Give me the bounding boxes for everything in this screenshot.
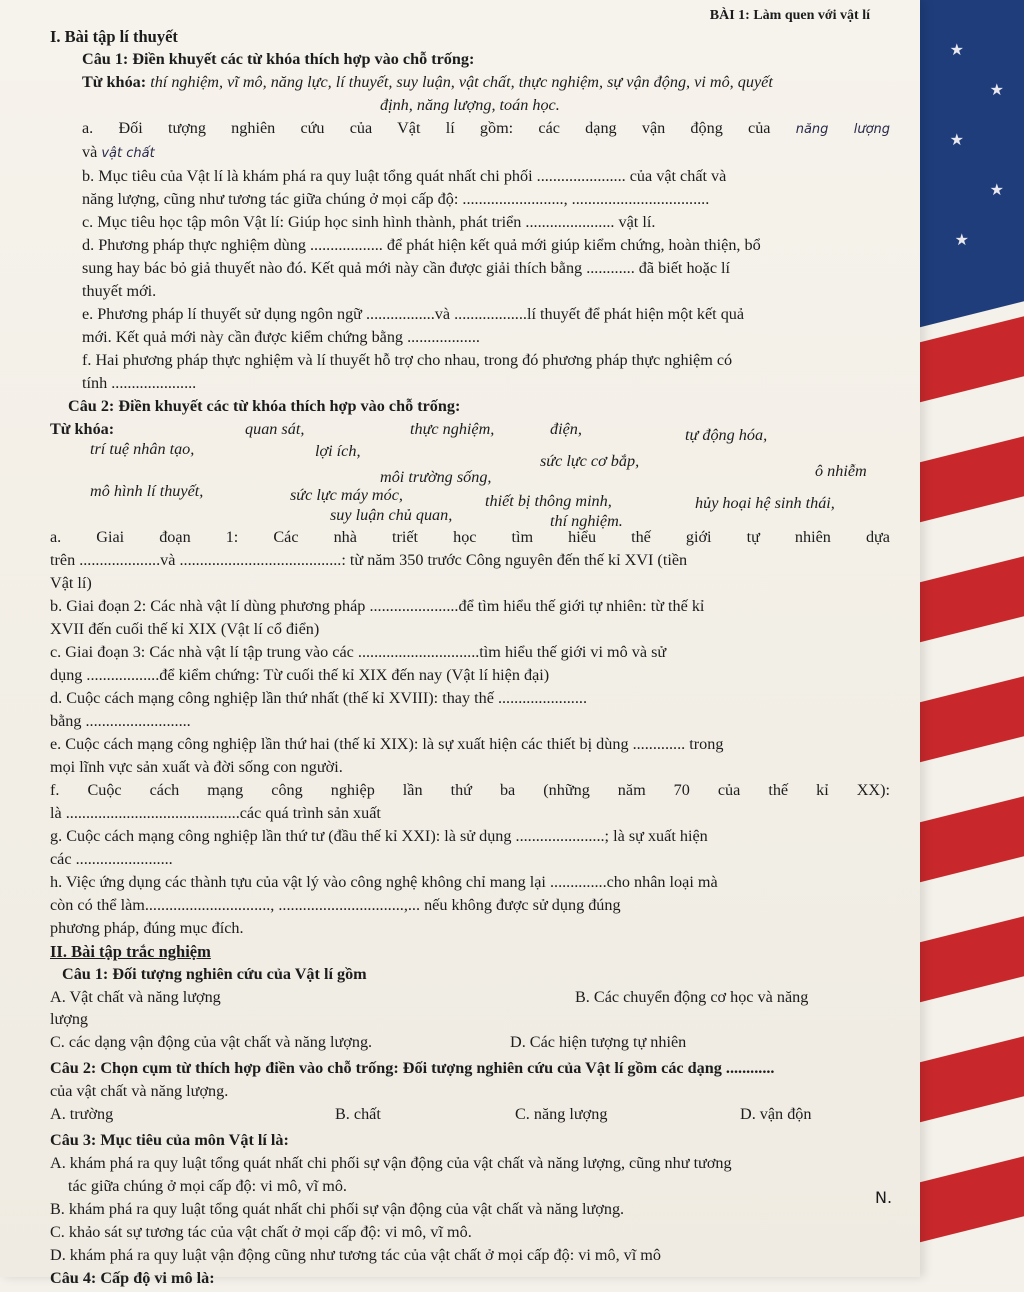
q2-keyword: sức lực máy móc, — [290, 486, 403, 504]
mc-q2-option-b[interactable]: B. chất — [335, 1105, 381, 1123]
lesson-header: BÀI 1: Làm quen với vật lí — [709, 8, 870, 23]
q2-h-line1: h. Việc ứng dụng các thành tựu của vật lý vào công nghệ không chỉ mang lại ..............cho nhân loại mà — [50, 873, 718, 891]
q2-kw-label: Từ khóa: — [50, 420, 115, 438]
q2-a-line3: Vật lí) — [50, 574, 92, 592]
q2-c-line2: dụng ..................để kiểm chứng: Từ cuối thế kỉ XIX đến nay (Vật lí hiện đại) — [50, 666, 550, 684]
q1-a-handwritten-1: năng lượng — [795, 122, 891, 137]
mc-q4-title: Câu 4: Cấp độ vi mô là: — [50, 1269, 215, 1287]
q2-keyword-grid — [50, 420, 890, 530]
section-title-multiple-choice: II. Bài tập trắc nghiệm — [50, 942, 211, 961]
q1-f-line1: f. Hai phương pháp thực nghiệm và lí thuyết hỗ trợ cho nhau, trong đó phương pháp thực nghiệm có — [82, 351, 733, 369]
margin-letter: N. — [875, 1188, 893, 1207]
section-title-theory: I. Bài tập lí thuyết — [50, 27, 178, 46]
q2-e-line2: mọi lĩnh vực sản xuất và đời sống con người. — [50, 758, 343, 776]
q1-d-line1: d. Phương pháp thực nghiệm dùng .................. để phát hiện kết quả mới giúp kiểm chứng, hoàn thiện, bổ — [82, 236, 761, 254]
q2-keyword: mô hình lí thuyết, — [90, 482, 204, 500]
q1-a-text-2: và — [82, 143, 98, 161]
q2-keyword: trí tuệ nhân tạo, — [90, 440, 195, 458]
q1-b-line1: b. Mục tiêu của Vật lí là khám phá ra quy luật tổng quát nhất chi phối ...................... của vật chất và — [82, 167, 727, 185]
q1-a-line2 — [50, 143, 890, 163]
worksheet-content — [50, 6, 893, 1292]
q1-keywords — [50, 73, 890, 92]
q2-f-line2: là ...........................................các quá trình sản xuất — [50, 804, 381, 822]
q1-a-line1 — [50, 119, 890, 139]
mc-q3-option-a[interactable]: A. khám phá ra quy luật tổng quát nhất chi phối sự vận động của vật chất và năng lượng, cũng như tương — [50, 1154, 732, 1172]
q2-h-line2: còn có thể làm..............................., ...............................,... nếu không được sử dụng đúng — [50, 896, 621, 914]
q1-e-line2: mới. Kết quả mới này cần được kiểm chứng bằng .................. — [82, 328, 480, 346]
q2-g-line2: các ........................ — [50, 850, 173, 868]
mc-q1-option-c[interactable]: C. các dạng vận động của vật chất và năng lượng. — [50, 1033, 373, 1051]
q2-keyword: tự động hóa, — [685, 426, 768, 444]
q2-keyword: điện, — [550, 420, 582, 438]
q2-keyword: thí nghiệm. — [550, 512, 623, 530]
mc-q2-title-cont: của vật chất và năng lượng. — [50, 1082, 229, 1100]
q1-title: Câu 1: Điền khuyết các từ khóa thích hợp vào chỗ trống: — [82, 50, 475, 68]
q2-keyword: ô nhiễm — [815, 462, 867, 480]
q1-a-handwritten-2: vật chất — [101, 146, 155, 161]
q1-a-text: a. Đối tượng nghiên cứu của Vật lí gồm: các dạng vận động của — [82, 119, 771, 137]
q2-keyword: suy luận chủ quan, — [330, 506, 453, 524]
q2-title: Câu 2: Điền khuyết các từ khóa thích hợp vào chỗ trống: — [68, 397, 461, 415]
q1-kw-line2: định, năng lượng, toán học. — [380, 96, 560, 114]
mc-q2-option-d[interactable]: D. vận độn — [740, 1105, 812, 1123]
mc-q2-title: Câu 2: Chọn cụm từ thích hợp điền vào chỗ trống: Đối tượng nghiên cứu của Vật lí gồm các dạng ............ — [50, 1059, 775, 1077]
mc-q1-option-b-cont: lượng — [50, 1010, 89, 1028]
q2-b-line1: b. Giai đoạn 2: Các nhà vật lí dùng phương pháp ......................để tìm hiểu thế giới tự nhiên: từ thế kỉ — [50, 597, 705, 615]
q2-d-line2: bằng .......................... — [50, 712, 191, 730]
q2-h-line3: phương pháp, đúng mục đích. — [50, 919, 244, 937]
mc-q3-title: Câu 3: Mục tiêu của môn Vật lí là: — [50, 1131, 289, 1149]
q1-b-line2: năng lượng, cũng như tương tác giữa chúng ở mọi cấp độ: ........................., .................................. — [82, 190, 710, 208]
q1-d-line2: sung hay bác bỏ giả thuyết nào đó. Kết quả mới này cần được giải thích bằng ............ đã biết hoặc lí — [82, 259, 731, 277]
q1-d-line3: thuyết mới. — [82, 282, 157, 300]
q2-keyword: quan sát, — [245, 420, 305, 438]
mc-q1-title: Câu 1: Đối tượng nghiên cứu của Vật lí gồm — [62, 965, 367, 983]
mc-q2-option-a[interactable]: A. trường — [50, 1105, 114, 1123]
q2-c-line1: c. Giai đoạn 3: Các nhà vật lí tập trung vào các ..............................tìm hiểu thế giới vi mô và sử — [50, 643, 667, 661]
mc-q1-option-b[interactable]: B. Các chuyển động cơ học và năng — [575, 988, 809, 1006]
q2-f-line1: f. Cuộc cách mạng công nghiệp lần thứ ba (những năm 70 của thế kỉ XX): — [50, 781, 890, 799]
q2-d-line1: d. Cuộc cách mạng công nghiệp lần thứ nhất (thế kỉ XVIII): thay thế ...................... — [50, 689, 587, 707]
mc-q1-option-a[interactable]: A. Vật chất và năng lượng — [50, 988, 221, 1006]
mc-q2-options — [50, 1105, 890, 1127]
mc-q3-option-a-cont: tác giữa chúng ở mọi cấp độ: vi mô, vĩ mô. — [68, 1177, 347, 1195]
q2-b-line2: XVII đến cuối thế kỉ XIX (Vật lí cổ điển) — [50, 620, 320, 638]
q1-kw-line1: thí nghiệm, vĩ mô, năng lực, lí thuyết, suy luận, vật chất, thực nghiệm, sự vận động, vi mô, quyết — [150, 73, 773, 91]
mc-q3-option-c[interactable]: C. khảo sát sự tương tác của vật chất ở mọi cấp độ: vi mô, vĩ mô. — [50, 1223, 472, 1241]
q2-keyword: thiết bị thông minh, — [485, 492, 612, 510]
mc-q1-option-d[interactable]: D. Các hiện tượng tự nhiên — [510, 1033, 687, 1051]
q2-keyword: lợi ích, — [315, 442, 361, 460]
q1-f-line2: tính ..................... — [82, 374, 197, 392]
q2-g-line1: g. Cuộc cách mạng công nghiệp lần thứ tư (đầu thế kỉ XXI): là sử dụng ......................; là sự xuất hiện — [50, 827, 708, 845]
q2-keyword: thực nghiệm, — [410, 420, 495, 438]
q1-c: c. Mục tiêu học tập môn Vật lí: Giúp học sinh hình thành, phát triển ...................... vật lí. — [82, 213, 656, 231]
q1-e-line1: e. Phương pháp lí thuyết sử dụng ngôn ngữ .................và ..................lí thuyết để phát hiện một kết quả — [82, 305, 745, 323]
mc-q1-options-row2 — [50, 1033, 890, 1055]
mc-q3-option-b[interactable]: B. khám phá ra quy luật tổng quát nhất chi phối sự vận động của vật chất và năng lượng. — [50, 1200, 625, 1218]
q1-kw-label: Từ khóa: — [82, 73, 147, 91]
q2-keyword: môi trường sống, — [380, 468, 492, 486]
background-flag: ★ ★ ★ ★ ★ — [914, 0, 1024, 1277]
mc-q2-option-c[interactable]: C. năng lượng — [515, 1105, 608, 1123]
q2-e-line1: e. Cuộc cách mạng công nghiệp lần thứ hai (thế kỉ XIX): là sự xuất hiện các thiết bị dùng ............. trong — [50, 735, 724, 753]
q2-a-line2: trên ....................và ........................................: từ năm 350 trước Công nguyên đến thế kỉ XVI (tiền — [50, 551, 688, 569]
q2-keyword: sức lực cơ bắp, — [540, 452, 640, 470]
q2-keyword: hủy hoại hệ sinh thái, — [695, 494, 835, 512]
q2-a-line1: a. Giai đoạn 1: Các nhà triết học tìm hiểu thế giới tự nhiên dựa — [50, 528, 890, 546]
mc-q1-options-row1 — [50, 988, 890, 1010]
mc-q3-option-d[interactable]: D. khám phá ra quy luật vận động cũng như tương tác của vật chất ở mọi cấp độ: vi mô, vĩ mô — [50, 1246, 661, 1264]
